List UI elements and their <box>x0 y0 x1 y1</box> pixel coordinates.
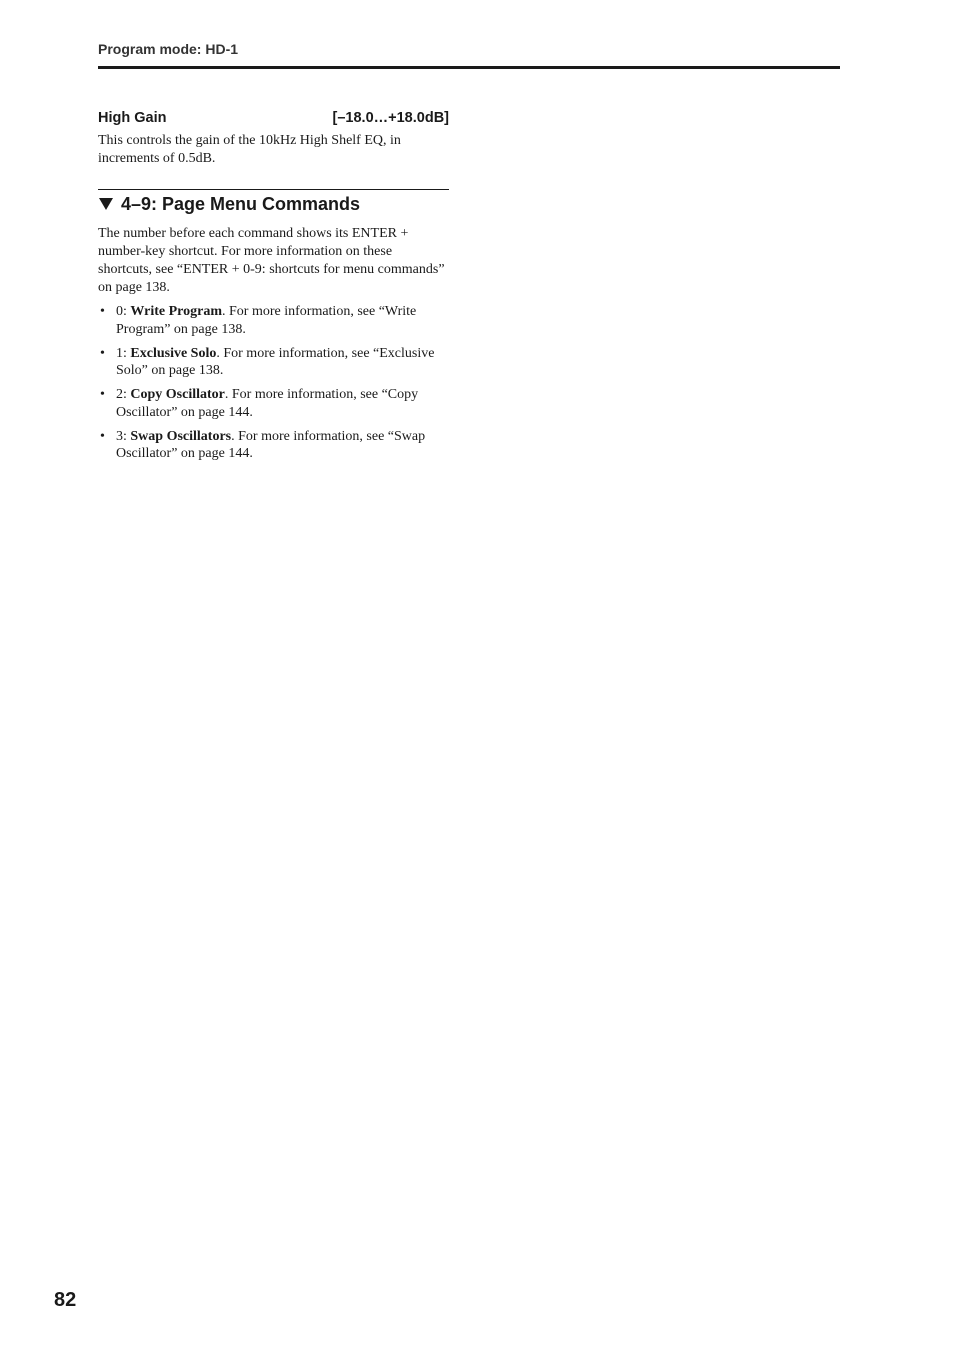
list-item <box>98 303 449 338</box>
list-item <box>98 386 449 421</box>
command-text: . For more information, see “Copy Oscillator” on page 144. <box>116 387 419 420</box>
command-key: 3: <box>116 428 131 444</box>
list-item <box>98 345 449 380</box>
command-name: Swap Oscillators <box>130 428 232 444</box>
command-key: 0: <box>116 304 131 319</box>
header-rule <box>98 66 840 69</box>
section-rule <box>98 189 449 190</box>
command-name: Write Program <box>130 304 223 319</box>
bullet-icon: • <box>100 345 105 361</box>
command-key: 2: <box>116 387 131 402</box>
command-text: . For more information, see “Exclusive Solo” on page 138. <box>116 345 435 378</box>
command-key: 1: <box>116 345 131 361</box>
command-text: . For more information, see “Write Program” on page 138. <box>116 304 417 337</box>
section-heading <box>98 192 449 216</box>
parameter-heading <box>98 108 449 128</box>
parameter-range: [–18.0…+18.0dB] <box>332 110 449 126</box>
command-name: Exclusive Solo <box>130 345 217 361</box>
page-number: 82 <box>54 1289 77 1311</box>
command-list <box>98 303 449 463</box>
command-name: Copy Oscillator <box>130 387 225 402</box>
running-header: Program mode: HD-1 <box>98 41 239 57</box>
parameter-description: This controls the gain of the 10kHz High Shelf EQ, in increments of 0.5dB. <box>98 133 401 166</box>
list-item <box>98 428 449 463</box>
section-title: 4–9: Page Menu Commands <box>121 194 361 214</box>
command-text: . For more information, see “Swap Oscillator” on page 144. <box>116 428 426 461</box>
section-intro: The number before each command shows its ENTER + number-key shortcut. For more information on these shortcuts, see “ENTER + 0-9: shortcuts for menu commands” on page 138. <box>98 226 445 295</box>
content-column <box>98 108 449 469</box>
bullet-icon: • <box>100 304 105 319</box>
bullet-icon: • <box>100 387 105 402</box>
bullet-icon: • <box>100 428 105 444</box>
triangle-down-icon <box>99 198 113 210</box>
parameter-name: High Gain <box>98 110 167 126</box>
